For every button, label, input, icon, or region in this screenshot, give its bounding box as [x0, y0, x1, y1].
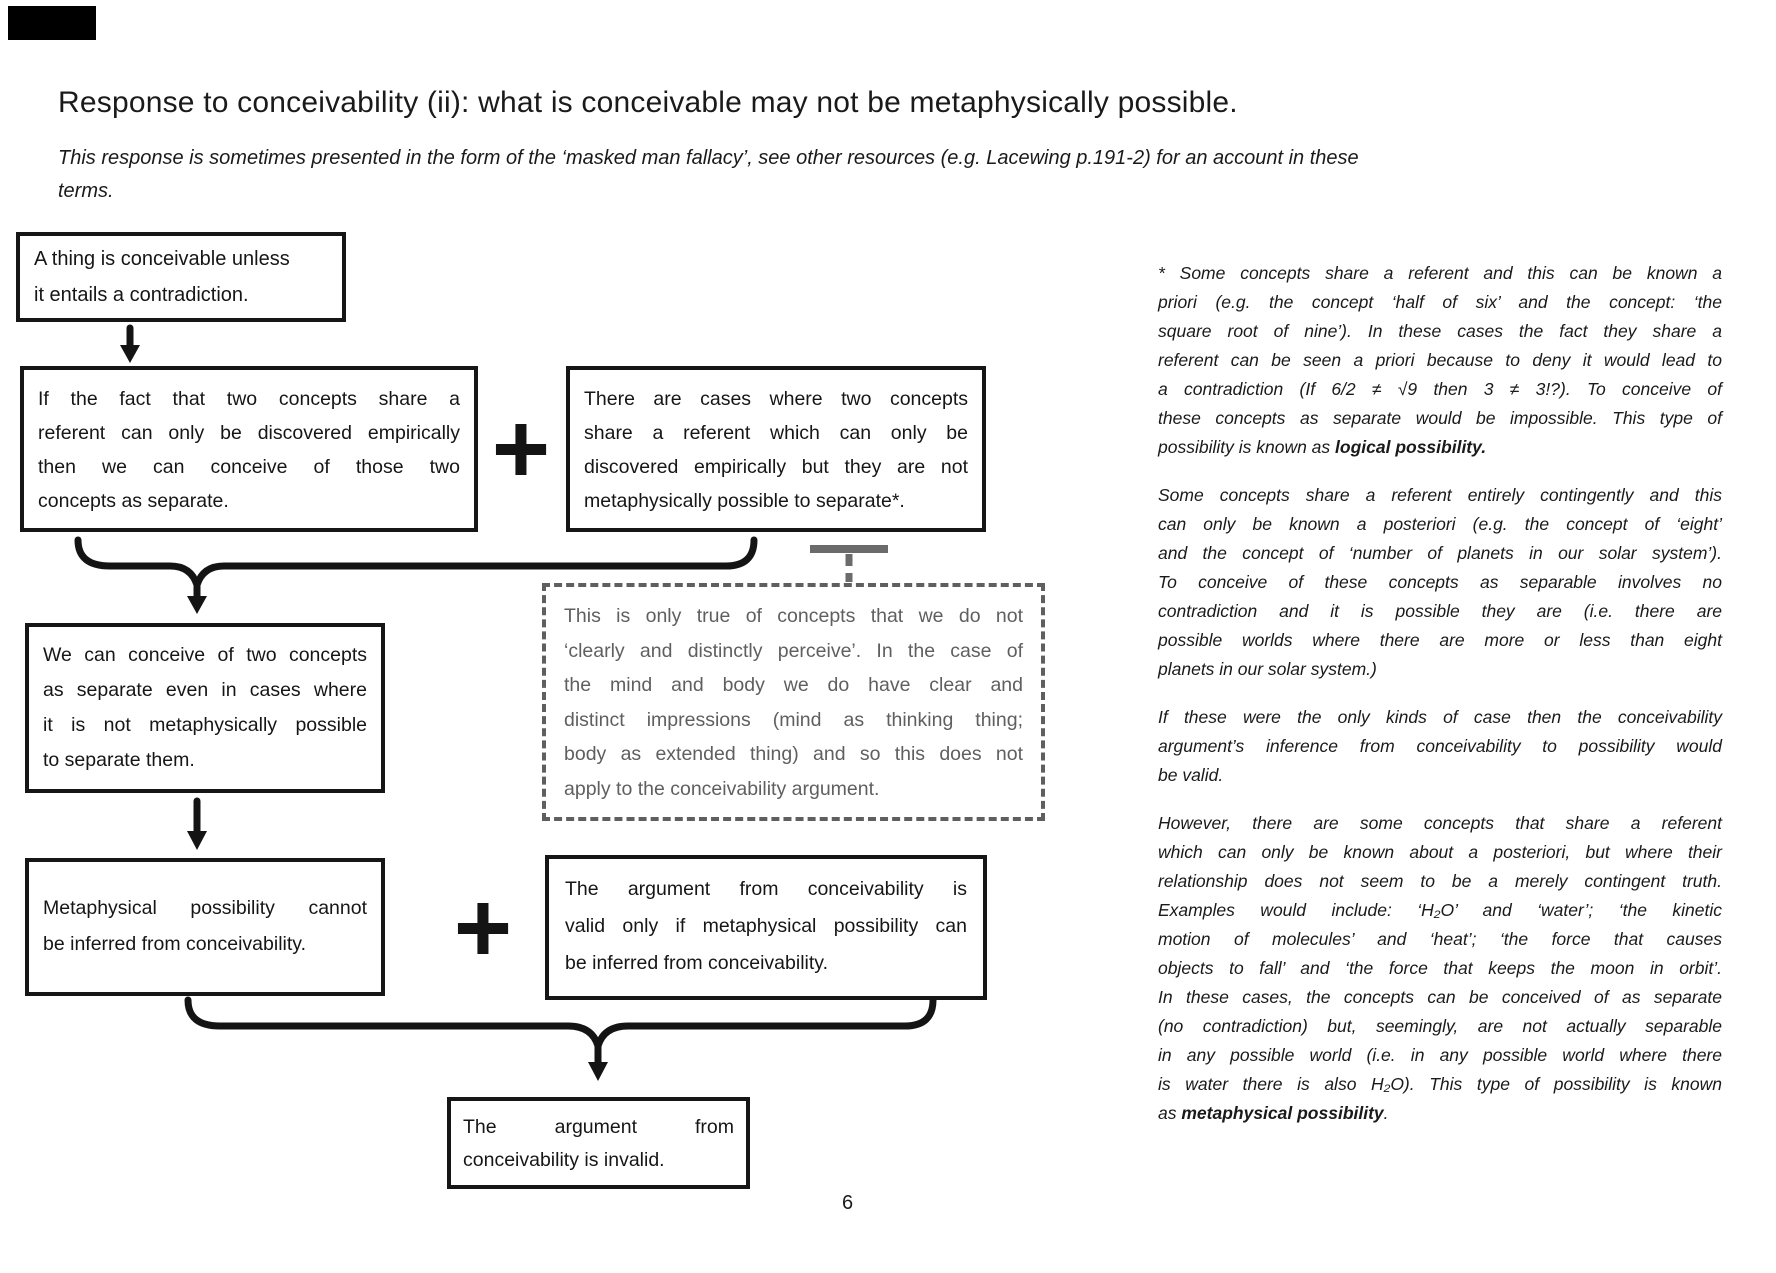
text-line: is water there is also H₂O). This type of possibility is known [1158, 1074, 1722, 1094]
box-text-line: Metaphysical possibility cannot [43, 897, 367, 919]
text-line: Some concepts share a referent entirely contingently and this [1158, 485, 1722, 505]
page-title: Response to conceivability (ii): what is conceivable may not be metaphysically possible. [58, 86, 1238, 119]
box-text-line: as separate even in cases where [43, 679, 367, 701]
text-line: planets in our solar system.) [1158, 659, 1377, 679]
box-text-line: referent can only be discovered empirically [38, 422, 460, 444]
page-number: 6 [842, 1192, 854, 1214]
flow-box-conceivable-unless-contradiction [16, 232, 346, 322]
text-segment: as [1158, 1103, 1182, 1123]
box-text-line: The argument from conceivability is [565, 878, 967, 900]
text-line: these concepts as separate would be impossible. This type of [1158, 408, 1722, 428]
text-line [1158, 433, 1722, 462]
text-line [1158, 1099, 1722, 1128]
text-line: be valid. [1158, 765, 1224, 785]
box-text-line: A thing is conceivable unless [34, 248, 290, 270]
plus-icon: + [453, 872, 513, 984]
note-text-line: ‘clearly and distinctly perceive’. In the case of [564, 639, 1023, 662]
arrowhead-icon [187, 831, 207, 850]
flow-box-possibility-not-inferred [25, 858, 385, 996]
text-line: in any possible world (i.e. in any possible world where there [1158, 1045, 1722, 1065]
box-text-line: share a referent which can only be [584, 422, 968, 444]
box-text-line: metaphysically possible to separate*. [584, 490, 905, 512]
text-line: which can only be known about a posteriori, but where their [1158, 842, 1722, 862]
top-left-black-bar [8, 6, 96, 40]
box-text-line: discovered empirically but they are not [584, 456, 968, 478]
flow-box-validity-condition [545, 855, 987, 1000]
bold-term: logical possibility. [1335, 437, 1487, 457]
note-text-line: apply to the conceivability argument. [564, 777, 880, 800]
note-text-line: This is only true of concepts that we do not [564, 605, 1023, 627]
plus-icon: + [491, 393, 551, 505]
note-text-line: the mind and body we do have clear and [564, 674, 1023, 696]
text-line: referent can be seen a priori because to deny it would lead to [1158, 350, 1722, 370]
subtitle-line: terms. [58, 180, 114, 202]
arrowhead-icon [120, 345, 140, 363]
text-line: argument’s inference from conceivability to possibility would [1158, 736, 1722, 756]
flow-box-empirical-discovery-premise [20, 366, 478, 532]
right-column-notes [1158, 240, 1722, 1146]
box-text-line: to separate them. [43, 749, 195, 771]
text-segment: possibility is known as [1158, 437, 1336, 457]
merge-brace-bottom [188, 1000, 933, 1046]
text-line: a contradiction (If 6/2 ≠ √9 then 3 ≠ 3!?). To conceive of [1158, 379, 1722, 399]
text-line: objects to fall’ and ‘the force that keeps the moon in orbit’. [1158, 958, 1722, 978]
text-line: motion of molecules’ and ‘heat’; ‘the force that causes [1158, 929, 1722, 949]
text-line: contradiction and it is possible they are (i.e. there are [1158, 601, 1722, 621]
text-line: square root of nine’). In these cases the fact they share a [1158, 321, 1722, 341]
box-text-line: it entails a contradiction. [34, 284, 249, 306]
text-line: In these cases, the concepts can be conceived of as separate [1158, 987, 1722, 1007]
subtitle-line: This response is sometimes presented in the form of the ‘masked man fallacy’, see other resources (e.g. Lacewing p.191-2) for an account in these [58, 147, 1359, 169]
box-text-line: valid only if metaphysical possibility can [565, 915, 967, 937]
flow-box-conclusion-invalid [447, 1097, 750, 1189]
note-text-line: distinct impressions (mind as thinking thing; [564, 708, 1023, 731]
note-text-line: body as extended thing) and so this does not [564, 743, 1023, 765]
box-text-line: be inferred from conceivability. [565, 952, 829, 974]
text-line: * Some concepts share a referent and this can be known a [1158, 263, 1722, 283]
text-line: relationship does not seem to be a merely contingent truth. [1158, 871, 1722, 891]
box-text-line: If the fact that two concepts share a [38, 388, 460, 410]
text-line: If these were the only kinds of case then the conceivability [1158, 707, 1722, 727]
text-line: and the concept of ‘number of planets in our solar system’). [1158, 543, 1722, 563]
box-text-line: conceivability is invalid. [463, 1149, 665, 1171]
box-text-line: be inferred from conceivability. [43, 933, 307, 955]
bold-term: metaphysical possibility [1181, 1103, 1384, 1123]
text-segment: . [1383, 1103, 1389, 1123]
arrowhead-icon [187, 596, 207, 614]
text-line: To conceive of these concepts as separable involves no [1158, 572, 1722, 592]
text-line: possible worlds where there are more or less than eight [1158, 630, 1722, 650]
arrowhead-icon [588, 1062, 608, 1081]
text-line: Examples would include: ‘H₂O’ and ‘water’; ‘the kinetic [1158, 900, 1722, 920]
merge-brace-top [78, 540, 754, 585]
flow-box-conceive-even-if-not-separable [25, 623, 385, 793]
box-text-line: We can conceive of two concepts [43, 644, 367, 666]
dashed-annotation-box [542, 583, 1045, 821]
text-line: can only be known a posteriori (e.g. the concept of ‘eight’ [1158, 514, 1722, 534]
text-line: priori (e.g. the concept ‘half of six’ and the concept: ‘the [1158, 292, 1722, 312]
box-text-line: concepts as separate. [38, 490, 229, 512]
box-text-line: The argument from [463, 1116, 734, 1138]
flow-box-not-metaphysically-separable-premise [566, 366, 986, 532]
box-text-line: it is not metaphysically possible [43, 714, 367, 736]
text-line: (no contradiction) but, seemingly, are not actually separable [1158, 1016, 1722, 1036]
box-text-line: There are cases where two concepts [584, 388, 968, 410]
page-subtitle [58, 142, 1488, 208]
box-text-line: then we can conceive of those two [38, 456, 460, 478]
text-line: However, there are some concepts that share a referent [1158, 813, 1722, 833]
